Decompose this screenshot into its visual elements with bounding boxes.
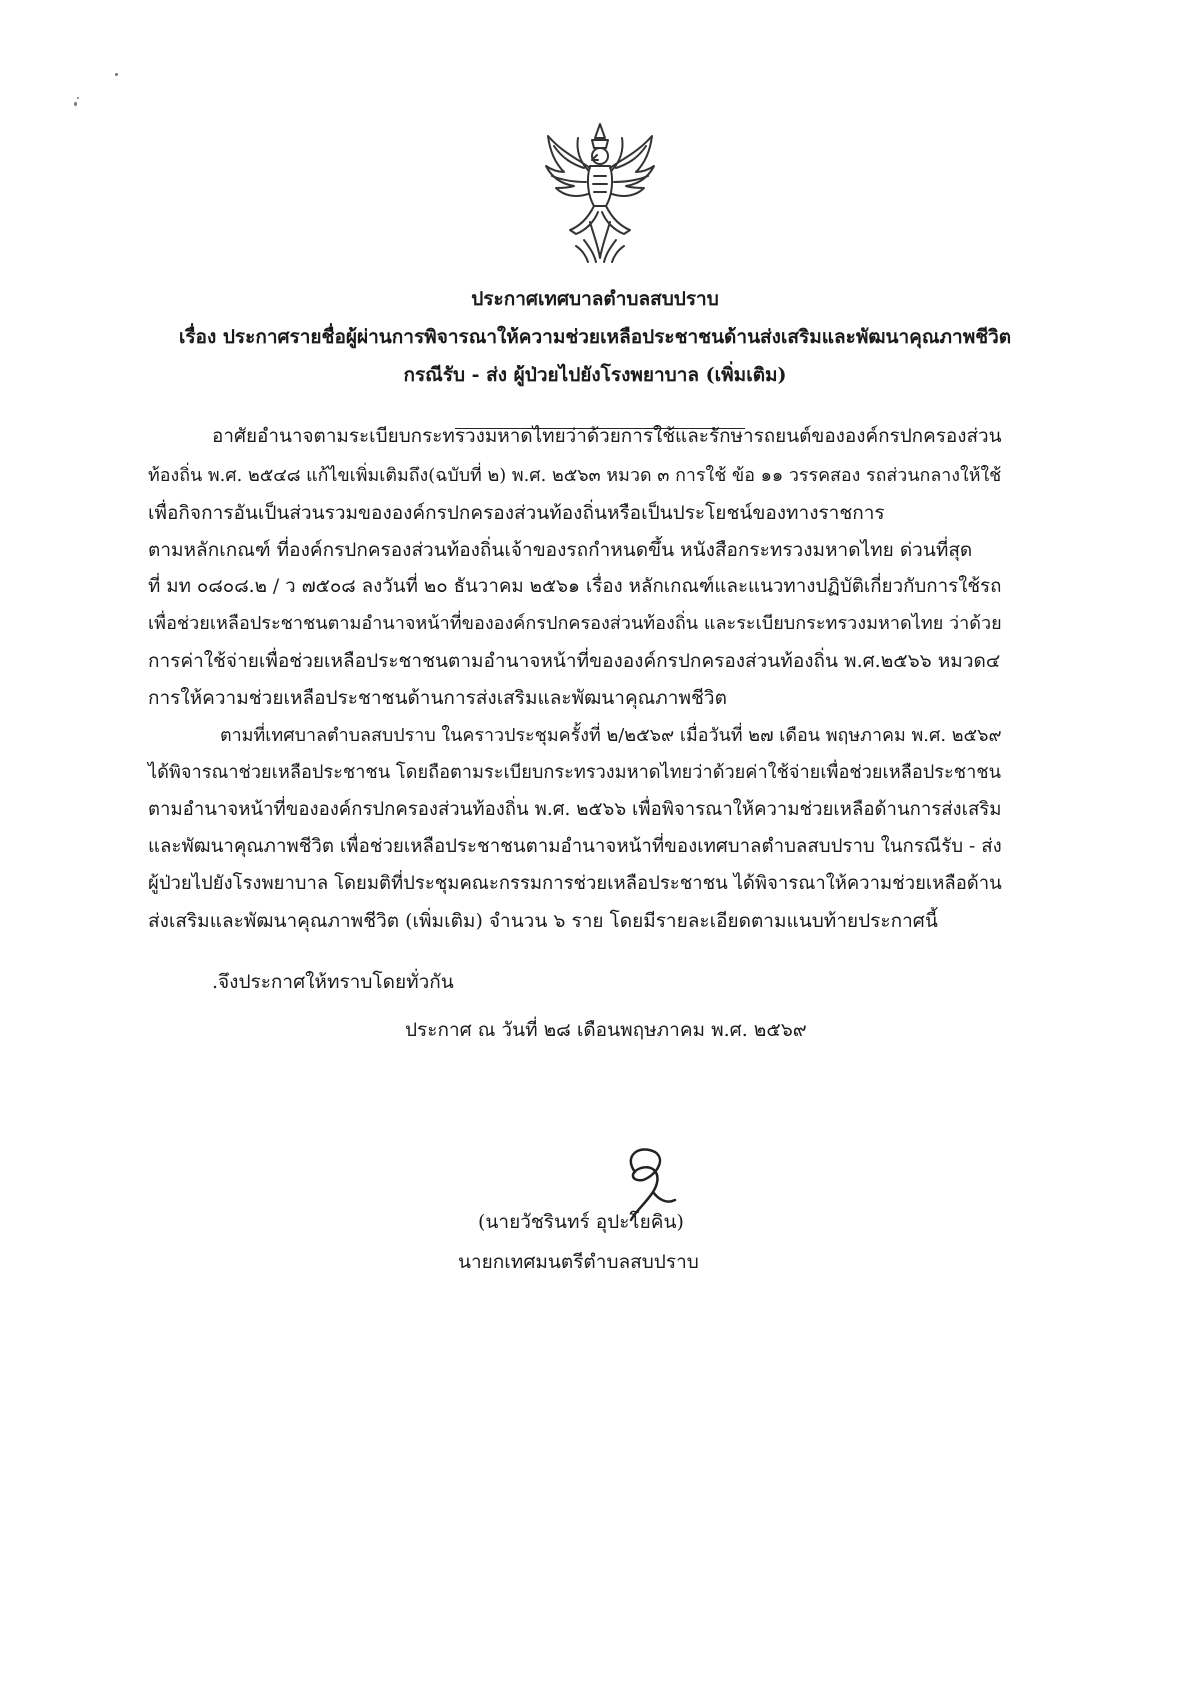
scan-speck [74, 102, 77, 106]
scan-speck [77, 97, 79, 99]
paragraph-1-line: ตามหลักเกณฑ์ ที่องค์กรปกครองส่วนท้องถิ่นเจ้าของรถกำหนดขึ้น หนังสือกระทรวงมหาดไทย ด่วนที่สุด [148, 539, 973, 561]
issuer-heading: ประกาศเทศบาลตำบลสบปราบ [471, 288, 719, 310]
scan-speck [115, 73, 118, 76]
paragraph-2-line: ผู้ป่วยไปยังโรงพยาบาล โดยมติที่ประชุมคณะกรรมการช่วยเหลือประชาชน ได้พิจารณาให้ความช่วยเหลือด้าน [148, 873, 1002, 894]
paragraph-1-line: การให้ความช่วยเหลือประชาชนด้านการส่งเสริมและพัฒนาคุณภาพชีวิต [148, 687, 727, 709]
paragraph-1-line: อาศัยอำนาจตามระเบียบกระทรวงมหาดไทยว่าด้วยการใช้และรักษารถยนต์ขององค์กรปกครองส่วน [212, 425, 1002, 447]
paragraph-2-line: ตามอำนาจหน้าที่ขององค์กรปกครองส่วนท้องถิ่น พ.ศ. ๒๕๖๖ เพื่อพิจารณาให้ความช่วยเหลือด้านการส่งเสริม [148, 799, 1002, 820]
subject-heading: เรื่อง ประกาศรายชื่อผู้ผ่านการพิจารณาให้ความช่วยเหลือประชาชนด้านส่งเสริมและพัฒนาคุณภาพชีวิต [178, 326, 1012, 348]
paragraph-2-line: และพัฒนาคุณภาพชีวิต เพื่อช่วยเหลือประชาชนตามอำนาจหน้าที่ของเทศบาลตำบลสบปราบ ในกรณีรับ - ส่ง [148, 836, 1002, 857]
paragraph-1-line: ท้องถิ่น พ.ศ. ๒๕๔๘ แก้ไขเพิ่มเติมถึง(ฉบับที่ ๒) พ.ศ. ๒๕๖๓ หมวด ๓ การใช้ ข้อ ๑๑ วรรคสอง รถส่วนกลางให้ใช้ [148, 465, 1002, 486]
paragraph-1-line: การค่าใช้จ่ายเพื่อช่วยเหลือประชาชนตามอำนาจหน้าที่ขององค์กรปกครองส่วนท้องถิ่น พ.ศ.๒๕๖๖ หมวด๔ [148, 650, 1001, 672]
closing-statement: .จึงประกาศให้ทราบโดยทั่วกัน [212, 971, 454, 993]
paragraph-1-line: เพื่อช่วยเหลือประชาชนตามอำนาจหน้าที่ขององค์กรปกครองส่วนท้องถิ่น และระเบียบกระทรวงมหาดไทย ว่าด้วย [148, 613, 1002, 634]
paragraph-1-line: ที่ มท ๐๘๐๘.๒ / ว ๗๕๐๘ ลงวันที่ ๒๐ ธันวาคม ๒๕๖๑ เรื่อง หลักเกณฑ์และแนวทางปฏิบัติเกี่ยวกับการใช้รถ [148, 576, 1002, 597]
paragraph-2-line: ตามที่เทศบาลตำบลสบปราบ ในคราวประชุมครั้งที่ ๒/๒๕๖๙ เมื่อวันที่ ๒๗ เดือน พฤษภาคม พ.ศ. ๒๕๖๙ [220, 725, 1002, 746]
case-heading: กรณีรับ - ส่ง ผู้ป่วยไปยังโรงพยาบาล (เพิ่มเติม) [403, 364, 787, 386]
signatory-position: นายกเทศมนตรีตำบลสบปราบ [458, 1251, 699, 1273]
paragraph-2-line: ส่งเสริมและพัฒนาคุณภาพชีวิต (เพิ่มเติม) จำนวน ๖ ราย โดยมีรายละเอียดตามแนบท้ายประกาศนี้ [148, 910, 938, 932]
paragraph-2-line: ได้พิจารณาช่วยเหลือประชาชน โดยถือตามระเบียบกระทรวงมหาดไทยว่าด้วยค่าใช้จ่ายเพื่อช่วยเหลือประชาชน [148, 762, 1002, 783]
garuda-emblem-icon [540, 118, 660, 266]
signatory-name: (นายวัชรินทร์ อุปะโยคิน) [478, 1211, 684, 1233]
announcement-date: ประกาศ ณ วันที่ ๒๘ เดือนพฤษภาคม พ.ศ. ๒๕๖๙ [405, 1019, 807, 1041]
paragraph-1-line: เพื่อกิจการอันเป็นส่วนรวมขององค์กรปกครองส่วนท้องถิ่นหรือเป็นประโยชน์ของทางราชการ [148, 502, 885, 524]
